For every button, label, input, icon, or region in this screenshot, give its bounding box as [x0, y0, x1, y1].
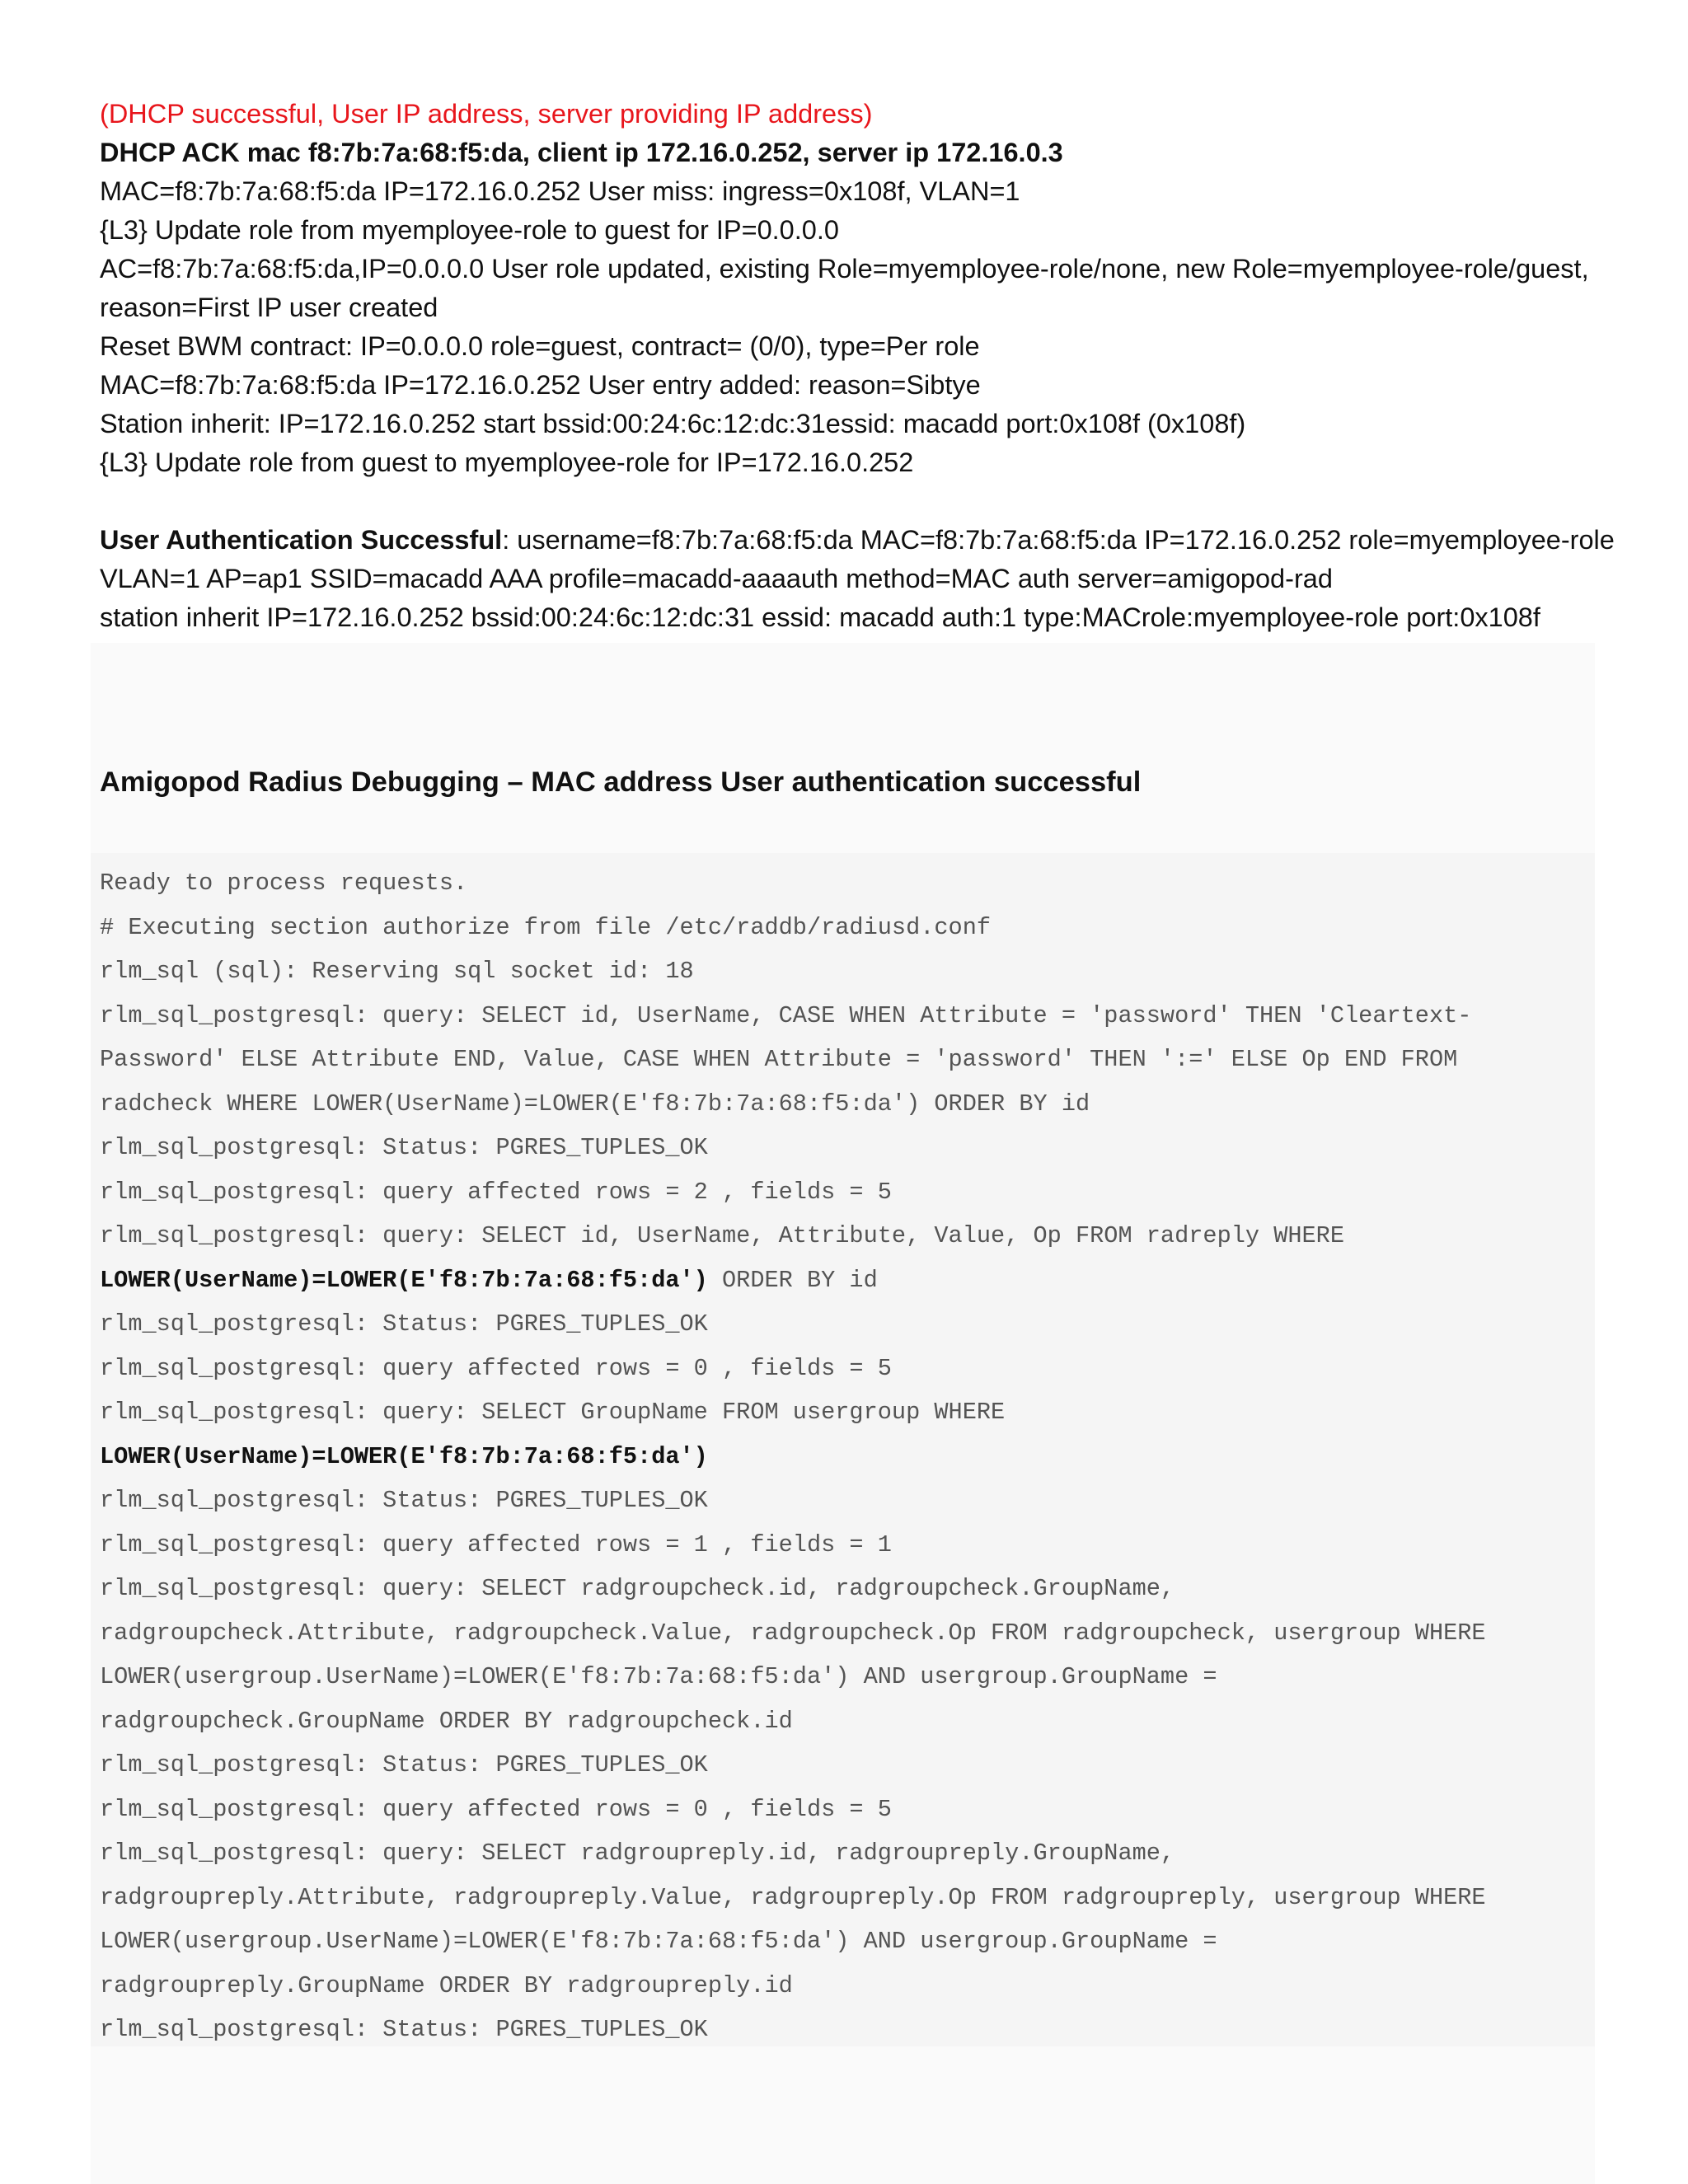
code-line — [100, 1655, 1583, 1699]
auth-success-label: User Authentication Successful — [100, 525, 503, 555]
code-line — [100, 1347, 1583, 1391]
code-line-text: Password' ELSE Attribute END, Value, CASE WHEN Attribute = 'password' THEN ':=' ELSE Op END FROM — [100, 1046, 1458, 1073]
role-updated-reason-line: reason=First IP user created — [100, 293, 438, 322]
dhcp-annotation: (DHCP successful, User IP address, server providing IP address) — [100, 99, 873, 129]
code-line — [100, 1964, 1583, 2008]
code-line-text: rlm_sql_postgresql: Status: PGRES_TUPLES_OK — [100, 1487, 708, 1514]
code-line-text: rlm_sql_postgresql: query affected rows = 0 , fields = 5 — [100, 1354, 892, 1382]
code-line-text: ORDER BY id — [707, 1266, 878, 1294]
code-line — [100, 1699, 1583, 1744]
code-line — [100, 1170, 1583, 1215]
code-line-text: rlm_sql_postgresql: Status: PGRES_TUPLES_OK — [100, 1134, 708, 1161]
code-line-text: radgroupreply.GroupName ORDER BY radgroupreply.id — [100, 1971, 793, 1999]
code-line — [100, 2008, 1583, 2052]
code-line — [100, 1743, 1583, 1788]
code-line-text: radgroupcheck.GroupName ORDER BY radgroupcheck.id — [100, 1707, 793, 1735]
code-line — [100, 1919, 1583, 1964]
code-line-text: radgroupreply.Attribute, radgroupreply.Value, radgroupreply.Op FROM radgroupreply, usergroup WHERE — [100, 1883, 1486, 1911]
auth-details-line: VLAN=1 AP=ap1 SSID=macadd AAA profile=macadd-aaaauth method=MAC auth server=amigopod-rad — [100, 564, 1333, 593]
code-line — [100, 1876, 1583, 1920]
code-line — [100, 949, 1583, 994]
code-line — [100, 1611, 1583, 1656]
code-line — [100, 1567, 1583, 1611]
code-line — [100, 906, 1583, 950]
role-updated-line: AC=f8:7b:7a:68:f5:da,IP=0.0.0.0 User role updated, existing Role=myemployee-role/none, new Role=myemployee-role/guest, — [100, 254, 1589, 284]
code-line — [100, 1523, 1583, 1568]
code-line-text: radcheck WHERE LOWER(UserName)=LOWER(E'f8:7b:7a:68:f5:da') ORDER BY id — [100, 1090, 1090, 1118]
code-line-text: LOWER(usergroup.UserName)=LOWER(E'f8:7b:7a:68:f5:da') AND usergroup.GroupName = — [100, 1928, 1217, 1955]
code-line-text: rlm_sql_postgresql: query: SELECT id, UserName, Attribute, Value, Op FROM radreply WHERE — [100, 1222, 1344, 1249]
code-line-text: rlm_sql_postgresql: query: SELECT id, UserName, CASE WHEN Attribute = 'password' THEN 'Cleartext- — [100, 1001, 1472, 1029]
code-line — [100, 1390, 1583, 1435]
code-line-bold-text: LOWER(UserName)=LOWER(E'f8:7b:7a:68:f5:da') — [100, 1266, 708, 1294]
code-line-text: rlm_sql_postgresql: query affected rows = 1 , fields = 1 — [100, 1530, 892, 1558]
code-line — [100, 1038, 1583, 1082]
controller-log — [100, 95, 1615, 637]
station-inherit-line-2: station inherit IP=172.16.0.252 bssid:00:24:6c:12:dc:31 essid: macadd auth:1 type:MACrole:myemployee-role port:0x108f — [100, 602, 1540, 632]
code-line — [100, 1788, 1583, 1832]
code-line — [100, 994, 1583, 1038]
reset-bwm-line: Reset BWM contract: IP=0.0.0.0 role=guest, contract= (0/0), type=Per role — [100, 331, 980, 361]
code-line — [100, 1214, 1583, 1258]
auth-success-line — [100, 521, 1615, 560]
code-line — [100, 1126, 1583, 1170]
dhcp-ack-line: DHCP ACK mac f8:7b:7a:68:f5:da, client ip 172.16.0.252, server ip 172.16.0.3 — [100, 138, 1063, 167]
code-line — [100, 1479, 1583, 1523]
code-line — [100, 1435, 1583, 1479]
code-line-text: rlm_sql_postgresql: Status: PGRES_TUPLES_OK — [100, 1751, 708, 1779]
spacer — [100, 482, 1583, 521]
code-line-text: Ready to process requests. — [100, 869, 468, 897]
code-line-text: rlm_sql_postgresql: Status: PGRES_TUPLES_OK — [100, 1310, 708, 1338]
code-line — [100, 861, 1583, 906]
code-line — [100, 1831, 1583, 1876]
code-line-text: rlm_sql_postgresql: query affected rows = 0 , fields = 5 — [100, 1795, 892, 1823]
code-line — [100, 1258, 1583, 1303]
code-line — [100, 1082, 1583, 1127]
update-role-line: {L3} Update role from myemployee-role to guest for IP=0.0.0.0 — [100, 215, 839, 245]
code-line-text: # Executing section authorize from file /etc/raddb/radiusd.conf — [100, 913, 992, 941]
code-line-text: rlm_sql_postgresql: query: SELECT radgroupcheck.id, radgroupcheck.GroupName, — [100, 1575, 1175, 1602]
code-line-text: rlm_sql_postgresql: Status: PGRES_TUPLES_OK — [100, 2016, 708, 2043]
code-line — [100, 1302, 1583, 1347]
user-entry-added-line: MAC=f8:7b:7a:68:f5:da IP=172.16.0.252 User entry added: reason=Sibtye — [100, 370, 981, 400]
code-line-text: LOWER(usergroup.UserName)=LOWER(E'f8:7b:7a:68:f5:da') AND usergroup.GroupName = — [100, 1663, 1217, 1690]
code-line-bold-text: LOWER(UserName)=LOWER(E'f8:7b:7a:68:f5:da') — [100, 1442, 708, 1470]
code-line-text: rlm_sql_postgresql: query: SELECT GroupName FROM usergroup WHERE — [100, 1399, 1006, 1426]
update-role-line-2: {L3} Update role from guest to myemployee-role for IP=172.16.0.252 — [100, 448, 914, 477]
user-miss-line: MAC=f8:7b:7a:68:f5:da IP=172.16.0.252 User miss: ingress=0x108f, VLAN=1 — [100, 176, 1020, 206]
code-line-text: rlm_sql_postgresql: query: SELECT radgroupreply.id, radgroupreply.GroupName, — [100, 1840, 1175, 1867]
code-line-text: radgroupcheck.Attribute, radgroupcheck.Value, radgroupcheck.Op FROM radgroupcheck, usergroup WHERE — [100, 1619, 1486, 1647]
auth-success-details: : username=f8:7b:7a:68:f5:da MAC=f8:7b:7a:68:f5:da IP=172.16.0.252 role=myemployee-role — [502, 525, 1615, 555]
station-inherit-line: Station inherit: IP=172.16.0.252 start bssid:00:24:6c:12:dc:31essid: macadd port:0x108f (0x108f) — [100, 409, 1246, 438]
code-line-text: rlm_sql_postgresql: query affected rows = 2 , fields = 5 — [100, 1178, 892, 1206]
section-heading: Amigopod Radius Debugging – MAC address User authentication successful — [100, 766, 1142, 798]
radius-debug-code-block — [100, 861, 1583, 2052]
code-line-text: rlm_sql (sql): Reserving sql socket id: 18 — [100, 958, 694, 985]
